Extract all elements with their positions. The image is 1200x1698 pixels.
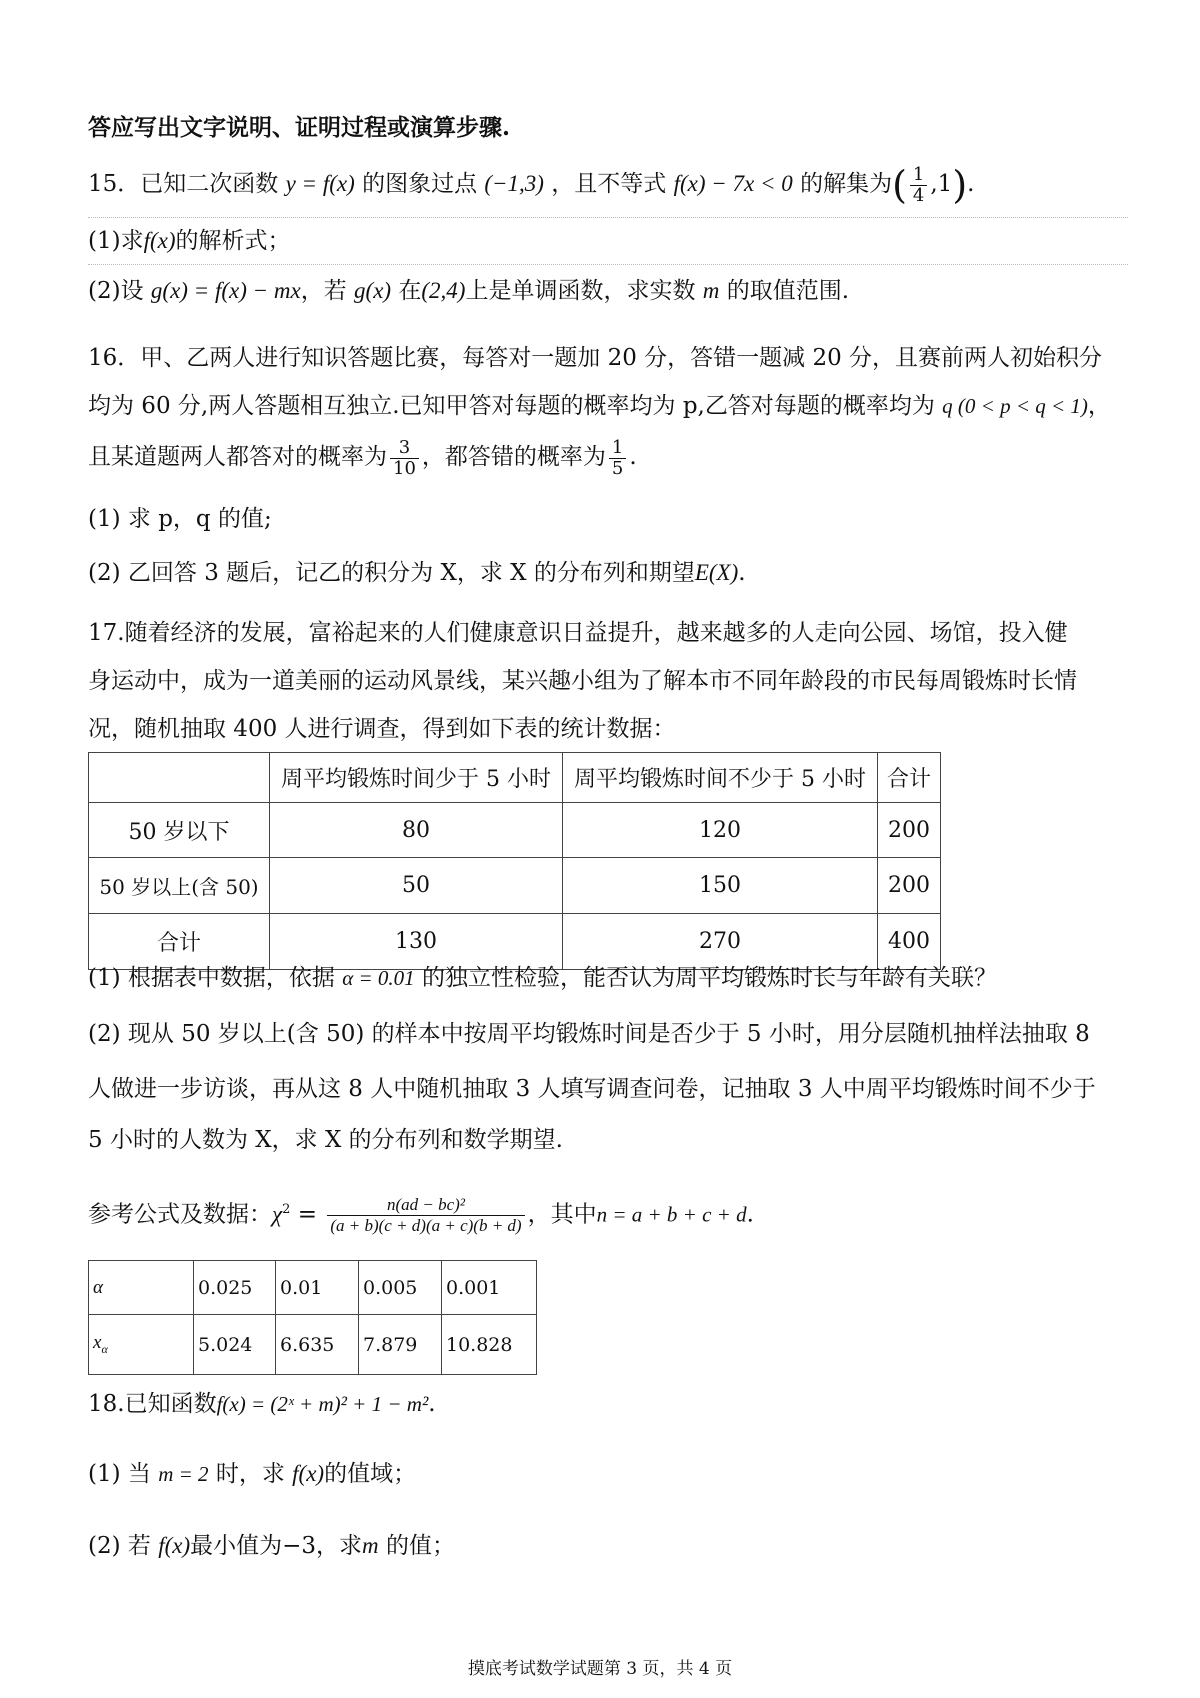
q17-stats-table — [88, 752, 941, 970]
q17-part2-line2: 人做进一步访谈，再从这 8 人中随机抽取 3 人填写调查问卷，记抽取 3 人中周平均锻炼时间不少于 — [88, 1076, 1096, 1102]
q18-part1: (1) 当 m = 2 时，求 f(x)的值域； — [88, 1461, 417, 1487]
chi-square-formula: $\frac{\text{n(ad − bc)²}}{(a + b)(c + d)(a + c)(b + d)}$ — [327, 1195, 524, 1236]
table-row: 50 岁以下 80 120 200 — [89, 803, 941, 858]
dotted-divider — [88, 264, 1128, 265]
table-row: 合计 130 270 400 — [89, 914, 941, 970]
q18-part2: (2) 若 f(x)最小值为−3，求m 的值； — [88, 1533, 455, 1559]
table-row: α 0.025 0.01 0.005 0.001 — [89, 1261, 537, 1315]
q17-line1: 17.随着经济的发展，富裕起来的人们健康意识日益提升，越来越多的人走向公园、场馆，投入健 — [88, 620, 1068, 646]
page-footer: 摸底考试数学试题第 3 页，共 4 页 — [467, 1659, 733, 1679]
table-row: 50 岁以上(含 50) 50 150 200 — [89, 858, 941, 914]
q16-line2: 均为 60 分,两人答题相互独立.已知甲答对每题的概率均为 p,乙答对每题的概率均为 q (0 < p < q < 1)， — [88, 393, 1111, 419]
q16-fraction-3-10: $\frac{3}{10}$ — [390, 438, 419, 479]
q17-line3: 况，随机抽取 400 人进行调查，得到如下表的统计数据： — [88, 716, 676, 742]
q16-line1: 16．甲、乙两人进行知识答题比赛，每答对一题加 20 分，答错一题减 20 分，且赛前两人初始积分 — [88, 345, 1103, 371]
q16-part1: (1) 求 p，q 的值; — [88, 506, 272, 532]
q17-part2-line3: 5 小时的人数为 X，求 X 的分布列和数学期望. — [88, 1127, 563, 1153]
q16-part2: (2) 乙回答 3 题后，记乙的积分为 X，求 X 的分布列和期望E(X). — [88, 560, 746, 586]
q15-stem: 15．已知二次函数 y = f(x) 的图象过点 (−1,3) ，且不等式 f(x) − 7x < 0 的解集为( $\frac{1}{4}$ ,1). — [88, 163, 975, 207]
q15-fraction: $\frac{1}{4}$ — [910, 165, 927, 206]
table-row: $x_\alpha$ 5.024 6.635 7.879 10.828 — [89, 1315, 537, 1375]
q16-fraction-1-5: $\frac{1}{5}$ — [609, 438, 626, 479]
q15-part1: (1)求f(x)的解析式； — [88, 228, 291, 254]
q16-line3: 且某道题两人都答对的概率为 $\frac{3}{10}$ ，都答错的概率为 $\frac{1}{5}$ . — [88, 436, 637, 479]
q15-part2: (2)设 g(x) = f(x) − mx，若 g(x) 在(2,4)上是单调函数，求实数 m 的取值范围. — [88, 278, 850, 304]
intro-instruction: 答应写出文字说明、证明过程或演算步骤. — [88, 114, 511, 141]
dotted-divider — [88, 217, 1128, 218]
q17-reference-formula: 参考公式及数据：$\chi^2$ = $\frac{\text{n(ad − bc)²}}{(a + b)(c + d)(a + c)(b + d)}$ ，其中n = a + b + c + d. — [88, 1195, 754, 1236]
q17-part2-line1: (2) 现从 50 岁以上(含 50) 的样本中按周平均锻炼时间是否少于 5 小时，用分层随机抽样法抽取 8 — [88, 1021, 1090, 1047]
q17-line2: 身运动中，成为一道美丽的运动风景线，某兴趣小组为了解本市不同年龄段的市民每周锻炼时长情 — [88, 668, 1077, 694]
q17-part1: (1) 根据表中数据，依据 α = 0.01 的独立性检验，能否认为周平均锻炼时长与年龄有关联？ — [88, 965, 997, 991]
table-row: 周平均锻炼时间少于 5 小时 周平均锻炼时间不少于 5 小时 合计 — [89, 753, 941, 803]
critical-value-table — [88, 1260, 537, 1375]
q18-stem: 18.已知函数f(x) = (2ˣ + m)² + 1 − m². — [88, 1391, 436, 1417]
